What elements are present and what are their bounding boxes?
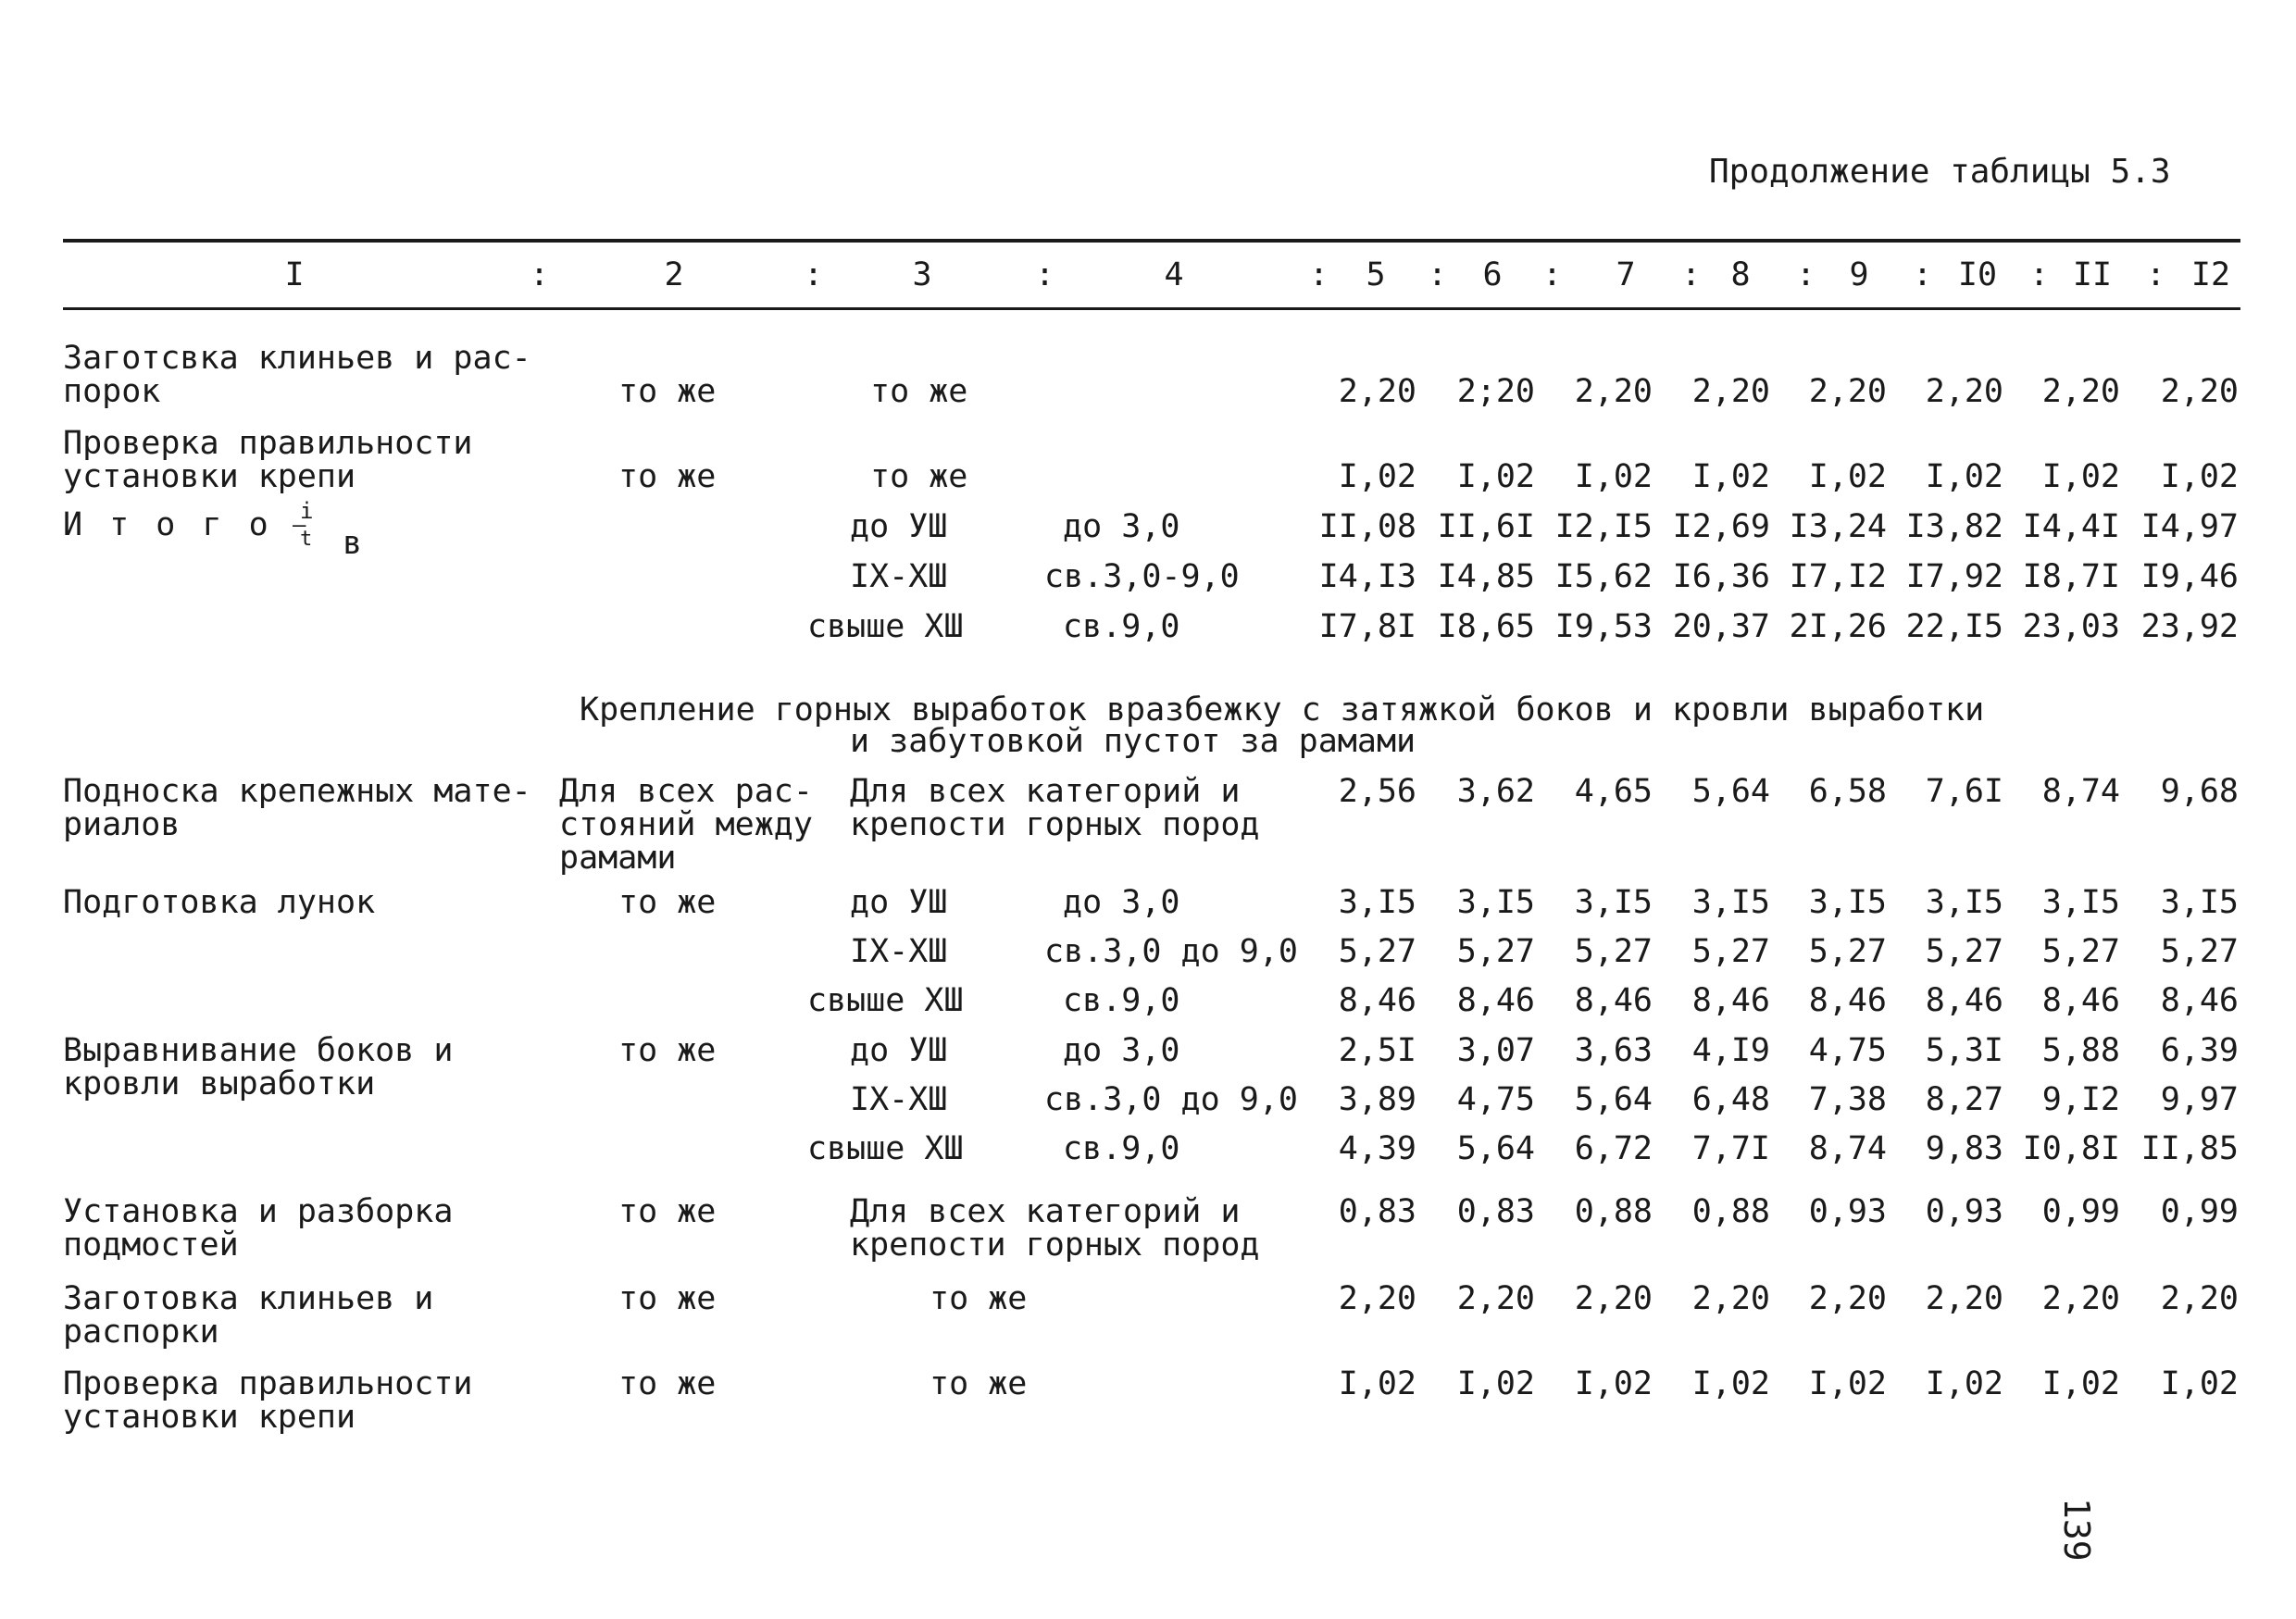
row-b2-2-value-col5: 4,39 bbox=[1338, 1130, 1416, 1167]
itogo-fraction-bottom: t bbox=[300, 528, 313, 551]
itogo1-value-col7: I5,62 bbox=[1554, 558, 1653, 595]
itogo1-value-col5: I4,I3 bbox=[1318, 558, 1416, 595]
itogo2-value-col11: 23,03 bbox=[2022, 608, 2120, 645]
row-strength: св.9,0 bbox=[1063, 1130, 1180, 1167]
row-a1-value-col11: I,02 bbox=[2041, 458, 2120, 495]
operation-name: распорки bbox=[63, 1314, 219, 1351]
row-b1-1-value-col11: 5,27 bbox=[2041, 933, 2120, 970]
operation-name: Установка и разборка bbox=[63, 1193, 454, 1230]
row-b5-0-value-col10: I,02 bbox=[1925, 1365, 2003, 1402]
condition-category: то же bbox=[930, 1365, 1028, 1402]
row-b4-0-value-col10: 2,20 bbox=[1925, 1280, 2003, 1317]
operation-name: Подготовка лунок bbox=[63, 884, 376, 921]
condition-category: крепости горных пород bbox=[850, 1227, 1260, 1264]
operation-name: кровли выработки bbox=[63, 1065, 376, 1102]
row-b4-0-value-col5: 2,20 bbox=[1338, 1280, 1416, 1317]
itogo2-value-col9: 2I,26 bbox=[1789, 608, 1887, 645]
row-strength: до 3,0 bbox=[1063, 1032, 1180, 1069]
condition-distance: то же bbox=[618, 1193, 717, 1230]
row-category: свыше ХШ bbox=[807, 1130, 964, 1167]
row-a1-value-col5: I,02 bbox=[1338, 458, 1416, 495]
header-col-3: 3 bbox=[912, 256, 932, 293]
row-b4-0-value-col12: 2,20 bbox=[2160, 1280, 2239, 1317]
row-b0-0-value-col12: 9,68 bbox=[2160, 773, 2239, 810]
operation-name: Проверка правильности bbox=[63, 1365, 473, 1402]
condition-category: Для всех категорий и bbox=[850, 1193, 1241, 1230]
header-separator: : bbox=[1428, 256, 1448, 293]
row-b1-2-value-col7: 8,46 bbox=[1574, 982, 1653, 1019]
header-separator: : bbox=[1035, 256, 1055, 293]
condition-distance: то же bbox=[618, 458, 717, 495]
row-b0-0-value-col11: 8,74 bbox=[2041, 773, 2120, 810]
row-b4-0-value-col6: 2,20 bbox=[1456, 1280, 1535, 1317]
itogo0-value-col12: I4,97 bbox=[2140, 508, 2239, 545]
row-b1-2-value-col9: 8,46 bbox=[1808, 982, 1887, 1019]
header-col-4: 4 bbox=[1164, 256, 1184, 293]
header-separator: : bbox=[1542, 256, 1563, 293]
header-top-rule bbox=[63, 239, 2240, 243]
row-b1-2-value-col6: 8,46 bbox=[1456, 982, 1535, 1019]
itogo0-value-col7: I2,I5 bbox=[1554, 508, 1653, 545]
itogo2-value-col6: I8,65 bbox=[1437, 608, 1535, 645]
row-b3-0-value-col10: 0,93 bbox=[1925, 1193, 2003, 1230]
row-b4-0-value-col8: 2,20 bbox=[1691, 1280, 1770, 1317]
itogo-category: свыше ХШ bbox=[807, 608, 964, 645]
itogo2-value-col12: 23,92 bbox=[2140, 608, 2239, 645]
header-separator: : bbox=[1309, 256, 1329, 293]
itogo0-value-col11: I4,4I bbox=[2022, 508, 2120, 545]
header-separator: : bbox=[530, 256, 550, 293]
row-b2-0-value-col8: 4,I9 bbox=[1691, 1032, 1770, 1069]
row-b3-0-value-col8: 0,88 bbox=[1691, 1193, 1770, 1230]
row-b4-0-value-col7: 2,20 bbox=[1574, 1280, 1653, 1317]
operation-name: установки крепи bbox=[63, 1399, 356, 1436]
itogo1-value-col6: I4,85 bbox=[1437, 558, 1535, 595]
row-b0-0-value-col7: 4,65 bbox=[1574, 773, 1653, 810]
row-b1-0-value-col8: 3,I5 bbox=[1691, 884, 1770, 921]
itogo-category: IХ-ХШ bbox=[850, 558, 948, 595]
condition-distance: то же bbox=[618, 1280, 717, 1317]
header-col-6: 6 bbox=[1482, 256, 1503, 293]
itogo1-value-col11: I8,7I bbox=[2022, 558, 2120, 595]
itogo0-value-col10: I3,82 bbox=[1905, 508, 2003, 545]
row-b1-0-value-col10: 3,I5 bbox=[1925, 884, 2003, 921]
row-category: до УШ bbox=[850, 884, 948, 921]
row-b0-0-value-col6: 3,62 bbox=[1456, 773, 1535, 810]
row-b3-0-value-col5: 0,83 bbox=[1338, 1193, 1416, 1230]
row-b2-1-value-col7: 5,64 bbox=[1574, 1081, 1653, 1118]
row-b2-2-value-col6: 5,64 bbox=[1456, 1130, 1535, 1167]
row-a0-value-col11: 2,20 bbox=[2041, 373, 2120, 410]
header-bottom-rule bbox=[63, 307, 2240, 310]
header-col-2: 2 bbox=[664, 256, 684, 293]
row-category: IХ-ХШ bbox=[850, 1081, 948, 1118]
row-b5-0-value-col5: I,02 bbox=[1338, 1365, 1416, 1402]
condition-distance: рамами bbox=[559, 840, 677, 877]
header-col-9: 9 bbox=[1849, 256, 1869, 293]
row-b2-2-value-col12: II,85 bbox=[2140, 1130, 2239, 1167]
row-b3-0-value-col6: 0,83 bbox=[1456, 1193, 1535, 1230]
row-a0-value-col5: 2,20 bbox=[1338, 373, 1416, 410]
header-separator: : bbox=[804, 256, 824, 293]
operation-name: порок bbox=[63, 373, 161, 410]
row-b1-0-value-col6: 3,I5 bbox=[1456, 884, 1535, 921]
operation-name: подмостей bbox=[63, 1227, 239, 1264]
row-b2-1-value-col10: 8,27 bbox=[1925, 1081, 2003, 1118]
row-b2-0-value-col7: 3,63 bbox=[1574, 1032, 1653, 1069]
row-category: свыше ХШ bbox=[807, 982, 964, 1019]
row-b1-0-value-col9: 3,I5 bbox=[1808, 884, 1887, 921]
row-b5-0-value-col8: I,02 bbox=[1691, 1365, 1770, 1402]
header-col-12: I2 bbox=[2190, 256, 2231, 293]
row-b4-0-value-col9: 2,20 bbox=[1808, 1280, 1887, 1317]
condition-distance: то же bbox=[618, 884, 717, 921]
row-strength: до 3,0 bbox=[1063, 884, 1180, 921]
row-b3-0-value-col7: 0,88 bbox=[1574, 1193, 1653, 1230]
condition-category: Для всех категорий и bbox=[850, 773, 1241, 810]
row-b1-1-value-col10: 5,27 bbox=[1925, 933, 2003, 970]
header-separator: : bbox=[2146, 256, 2166, 293]
section-title: Крепление горных выработок вразбежку с затяжкой боков и кровли выработки bbox=[580, 691, 1985, 729]
itogo-category: до УШ bbox=[850, 508, 948, 545]
row-b2-1-value-col9: 7,38 bbox=[1808, 1081, 1887, 1118]
itogo2-value-col7: I9,53 bbox=[1554, 608, 1653, 645]
itogo0-value-col5: II,08 bbox=[1318, 508, 1416, 545]
row-b1-0-value-col5: 3,I5 bbox=[1338, 884, 1416, 921]
row-a0-value-col7: 2,20 bbox=[1574, 373, 1653, 410]
itogo1-value-col12: I9,46 bbox=[2140, 558, 2239, 595]
row-b1-1-value-col12: 5,27 bbox=[2160, 933, 2239, 970]
header-col-10: I0 bbox=[1957, 256, 1998, 293]
row-strength: св.3,0 до 9,0 bbox=[1044, 933, 1298, 970]
condition-category: то же bbox=[870, 373, 968, 410]
row-b2-2-value-col11: I0,8I bbox=[2022, 1130, 2120, 1167]
header-col-1: I bbox=[284, 256, 305, 293]
itogo2-value-col8: 20,37 bbox=[1672, 608, 1770, 645]
row-a0-value-col9: 2,20 bbox=[1808, 373, 1887, 410]
header-separator: : bbox=[2029, 256, 2050, 293]
itogo2-value-col5: I7,8I bbox=[1318, 608, 1416, 645]
row-b1-0-value-col11: 3,I5 bbox=[2041, 884, 2120, 921]
row-a0-value-col8: 2,20 bbox=[1691, 373, 1770, 410]
row-category: IХ-ХШ bbox=[850, 933, 948, 970]
itogo-suffix: в bbox=[343, 525, 363, 562]
row-b0-0-value-col5: 2,56 bbox=[1338, 773, 1416, 810]
row-b2-1-value-col11: 9,I2 bbox=[2041, 1081, 2120, 1118]
condition-distance: то же bbox=[618, 1365, 717, 1402]
operation-name: Заготсвка клиньев и рас- bbox=[63, 340, 531, 377]
row-a1-value-col7: I,02 bbox=[1574, 458, 1653, 495]
operation-name: Выравнивание боков и bbox=[63, 1032, 454, 1069]
operation-name: установки крепи bbox=[63, 458, 356, 495]
header-separator: : bbox=[1796, 256, 1816, 293]
row-b2-0-value-col5: 2,5I bbox=[1338, 1032, 1416, 1069]
row-b1-1-value-col6: 5,27 bbox=[1456, 933, 1535, 970]
row-a0-value-col12: 2,20 bbox=[2160, 373, 2239, 410]
itogo1-value-col9: I7,I2 bbox=[1789, 558, 1887, 595]
row-b0-0-value-col9: 6,58 bbox=[1808, 773, 1887, 810]
row-strength: св.3,0 до 9,0 bbox=[1044, 1081, 1298, 1118]
row-b2-1-value-col8: 6,48 bbox=[1691, 1081, 1770, 1118]
row-b3-0-value-col12: 0,99 bbox=[2160, 1193, 2239, 1230]
row-a1-value-col12: I,02 bbox=[2160, 458, 2239, 495]
row-b5-0-value-col9: I,02 bbox=[1808, 1365, 1887, 1402]
row-a1-value-col8: I,02 bbox=[1691, 458, 1770, 495]
operation-name: риалов bbox=[63, 806, 181, 843]
itogo-strength: св.9,0 bbox=[1063, 608, 1180, 645]
itogo2-value-col10: 22,I5 bbox=[1905, 608, 2003, 645]
row-b2-2-value-col8: 7,7I bbox=[1691, 1130, 1770, 1167]
itogo0-value-col6: II,6I bbox=[1437, 508, 1535, 545]
table-caption: Продолжение таблицы 5.3 bbox=[1709, 153, 2171, 191]
row-a0-value-col6: 2;20 bbox=[1456, 373, 1535, 410]
row-b1-2-value-col11: 8,46 bbox=[2041, 982, 2120, 1019]
itogo0-value-col9: I3,24 bbox=[1789, 508, 1887, 545]
row-b5-0-value-col6: I,02 bbox=[1456, 1365, 1535, 1402]
header-col-11: II bbox=[2072, 256, 2113, 293]
operation-name: Заготовка клиньев и bbox=[63, 1280, 434, 1317]
row-b2-1-value-col6: 4,75 bbox=[1456, 1081, 1535, 1118]
operation-name: Проверка правильности bbox=[63, 425, 473, 462]
row-b1-2-value-col5: 8,46 bbox=[1338, 982, 1416, 1019]
row-b2-0-value-col6: 3,07 bbox=[1456, 1032, 1535, 1069]
row-b1-2-value-col10: 8,46 bbox=[1925, 982, 2003, 1019]
row-b2-2-value-col10: 9,83 bbox=[1925, 1130, 2003, 1167]
operation-name: Подноска крепежных мате- bbox=[63, 773, 531, 810]
row-a1-value-col9: I,02 bbox=[1808, 458, 1887, 495]
row-b1-1-value-col5: 5,27 bbox=[1338, 933, 1416, 970]
header-separator: : bbox=[1913, 256, 1933, 293]
row-b1-0-value-col12: 3,I5 bbox=[2160, 884, 2239, 921]
row-b3-0-value-col11: 0,99 bbox=[2041, 1193, 2120, 1230]
itogo1-value-col10: I7,92 bbox=[1905, 558, 2003, 595]
row-a0-value-col10: 2,20 bbox=[1925, 373, 2003, 410]
itogo1-value-col8: I6,36 bbox=[1672, 558, 1770, 595]
header-col-8: 8 bbox=[1730, 256, 1751, 293]
condition-distance: то же bbox=[618, 373, 717, 410]
row-b2-0-value-col11: 5,88 bbox=[2041, 1032, 2120, 1069]
row-b5-0-value-col7: I,02 bbox=[1574, 1365, 1653, 1402]
row-b1-2-value-col8: 8,46 bbox=[1691, 982, 1770, 1019]
row-b1-0-value-col7: 3,I5 bbox=[1574, 884, 1653, 921]
condition-category: то же bbox=[870, 458, 968, 495]
row-b2-1-value-col12: 9,97 bbox=[2160, 1081, 2239, 1118]
condition-distance: стояний между bbox=[559, 806, 813, 843]
row-b2-0-value-col10: 5,3I bbox=[1925, 1032, 2003, 1069]
row-a1-value-col6: I,02 bbox=[1456, 458, 1535, 495]
itogo-fraction-bar: — bbox=[293, 512, 306, 538]
itogo0-value-col8: I2,69 bbox=[1672, 508, 1770, 545]
section-title: и забутовкой пустот за рамами bbox=[850, 723, 1416, 760]
page-number: 139 bbox=[2056, 1498, 2097, 1562]
condition-distance: Для всех рас- bbox=[559, 773, 813, 810]
row-b2-2-value-col9: 8,74 bbox=[1808, 1130, 1887, 1167]
condition-category: то же bbox=[930, 1280, 1028, 1317]
row-b1-1-value-col7: 5,27 bbox=[1574, 933, 1653, 970]
itogo-strength: св.3,0-9,0 bbox=[1044, 558, 1240, 595]
condition-category: крепости горных пород bbox=[850, 806, 1260, 843]
row-b0-0-value-col8: 5,64 bbox=[1691, 773, 1770, 810]
itogo-strength: до 3,0 bbox=[1063, 508, 1180, 545]
header-col-7: 7 bbox=[1616, 256, 1636, 293]
row-b2-0-value-col9: 4,75 bbox=[1808, 1032, 1887, 1069]
row-category: до УШ bbox=[850, 1032, 948, 1069]
row-b2-1-value-col5: 3,89 bbox=[1338, 1081, 1416, 1118]
row-b1-1-value-col8: 5,27 bbox=[1691, 933, 1770, 970]
row-b1-2-value-col12: 8,46 bbox=[2160, 982, 2239, 1019]
row-strength: св.9,0 bbox=[1063, 982, 1180, 1019]
row-b5-0-value-col12: I,02 bbox=[2160, 1365, 2239, 1402]
row-b0-0-value-col10: 7,6I bbox=[1925, 773, 2003, 810]
row-b3-0-value-col9: 0,93 bbox=[1808, 1193, 1887, 1230]
row-b5-0-value-col11: I,02 bbox=[2041, 1365, 2120, 1402]
row-a1-value-col10: I,02 bbox=[1925, 458, 2003, 495]
itogo-fraction-top: i bbox=[300, 498, 314, 524]
itogo-label: И т о г о bbox=[63, 506, 272, 543]
header-col-5: 5 bbox=[1366, 256, 1386, 293]
row-b2-0-value-col12: 6,39 bbox=[2160, 1032, 2239, 1069]
row-b4-0-value-col11: 2,20 bbox=[2041, 1280, 2120, 1317]
row-b1-1-value-col9: 5,27 bbox=[1808, 933, 1887, 970]
row-b2-2-value-col7: 6,72 bbox=[1574, 1130, 1653, 1167]
header-separator: : bbox=[1681, 256, 1702, 293]
condition-distance: то же bbox=[618, 1032, 717, 1069]
